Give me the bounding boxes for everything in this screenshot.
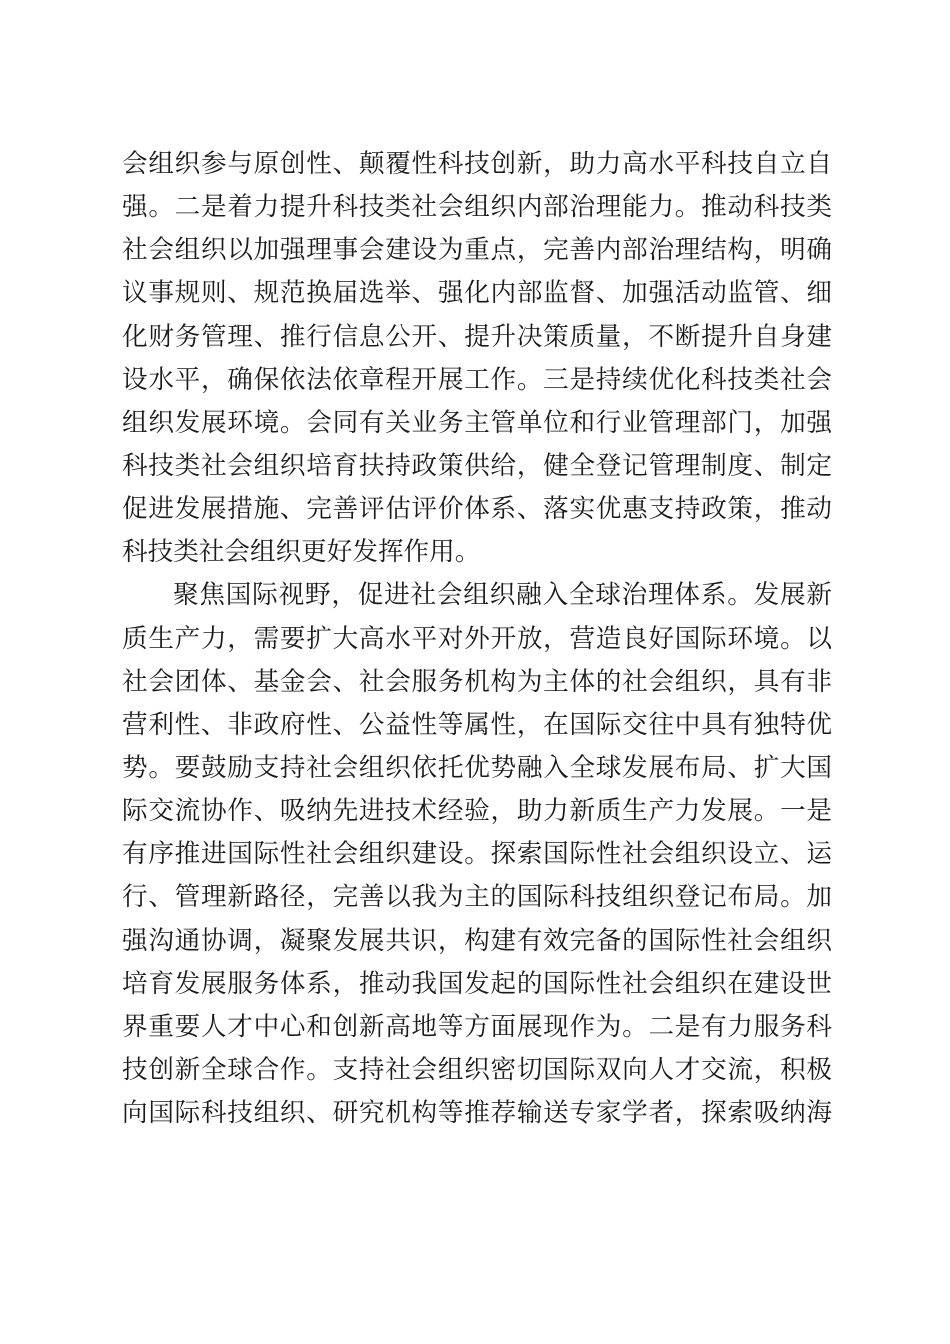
- paragraph-international-vision: [122, 574, 832, 1135]
- text-line-first-indented: 聚焦国际视野，促进社会组织融入全球治理体系。发展新: [173, 580, 832, 611]
- text-line: 强。二是着力提升科技类社会组织内部治理能力。推动科技类: [122, 192, 832, 223]
- text-line: 会组织参与原创性、颠覆性科技创新，助力高水平科技自立自: [122, 149, 832, 179]
- text-line: 质生产力，需要扩大高水平对外开放，营造良好国际环境。以: [122, 623, 832, 654]
- text-line: 向国际科技组织、研究机构等推荐输送专家学者，探索吸纳海: [122, 1098, 832, 1129]
- text-line: 强沟通协调，凝聚发展共识，构建有效完备的国际性社会组织: [122, 925, 832, 956]
- text-line: 行、管理新路径，完善以我为主的国际科技组织登记布局。加: [122, 882, 832, 913]
- text-line: 设水平，确保依法依章程开展工作。三是持续优化科技类社会: [122, 364, 832, 395]
- text-line: 培育发展服务体系，推动我国发起的国际性社会组织在建设世: [122, 968, 832, 999]
- text-line: 际交流协作、吸纳先进技术经验，助力新质生产力发展。一是: [122, 796, 832, 827]
- text-line: 化财务管理、推行信息公开、提升决策质量，不断提升自身建: [122, 321, 832, 352]
- text-line: 社会组织以加强理事会建设为重点，完善内部治理结构，明确: [122, 235, 832, 266]
- text-line: 组织发展环境。会同有关业务主管单位和行业管理部门，加强: [122, 407, 832, 438]
- paragraph-science-tech-orgs: [122, 143, 832, 574]
- text-line: 促进发展措施、完善评估评价体系、落实优惠支持政策，推动: [122, 494, 832, 525]
- text-line: 界重要人才中心和创新高地等方面展现作为。二是有力服务科: [122, 1011, 832, 1042]
- text-line: 社会团体、基金会、社会服务机构为主体的社会组织，具有非: [122, 666, 832, 697]
- text-line: 势。要鼓励支持社会组织依托优势融入全球发展布局、扩大国: [122, 752, 832, 783]
- text-line: 议事规则、规范换届选举、强化内部监督、加强活动监管、细: [122, 278, 832, 309]
- text-line: 有序推进国际性社会组织建设。探索国际性社会组织设立、运: [122, 839, 832, 870]
- text-line: 科技类社会组织培育扶持政策供给，健全登记管理制度、制定: [122, 450, 832, 481]
- text-line: 技创新全球合作。支持社会组织密切国际双向人才交流，积极: [122, 1054, 832, 1085]
- text-line: 营利性、非政府性、公益性等属性，在国际交往中具有独特优: [122, 709, 832, 740]
- text-line-last: 科技类社会组织更好发挥作用。: [122, 537, 481, 568]
- document-body: [122, 143, 832, 1135]
